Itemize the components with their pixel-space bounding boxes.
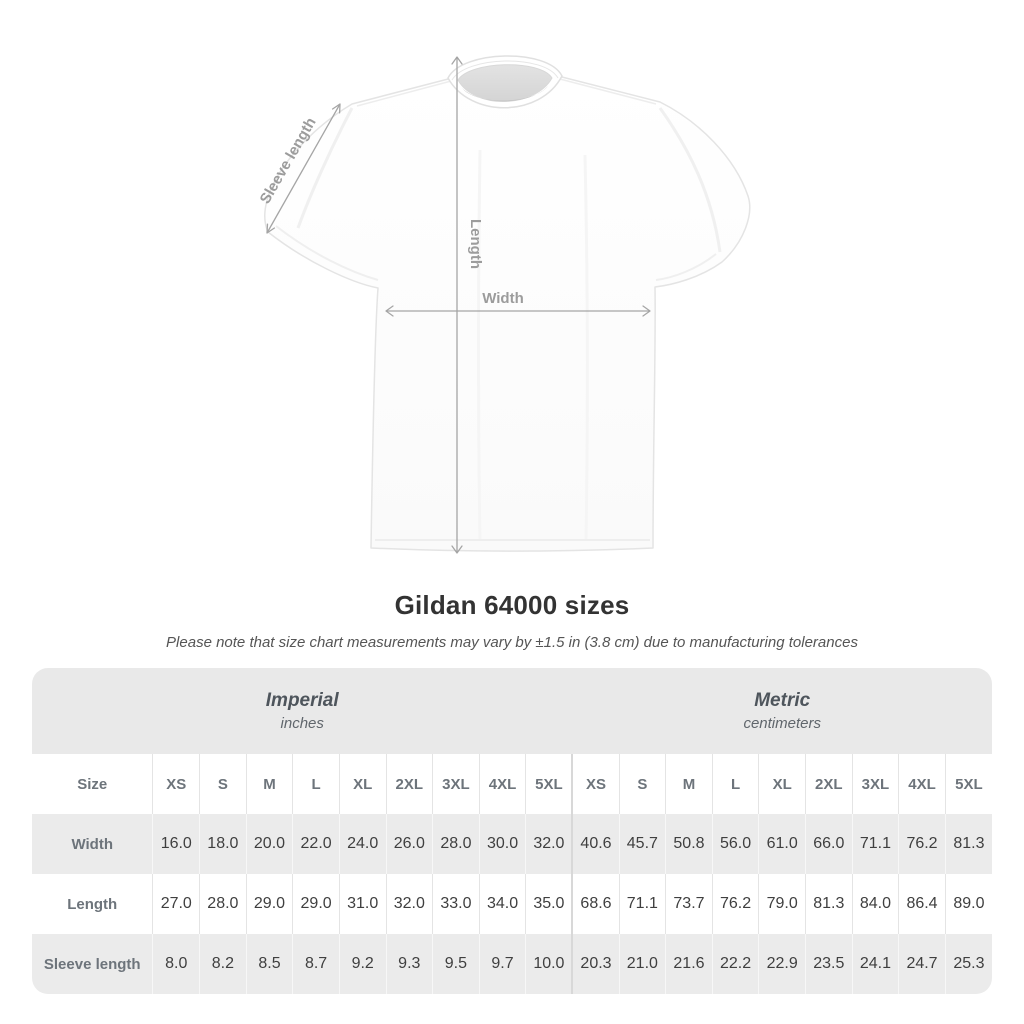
size-col-header: L	[712, 754, 759, 814]
value-cell: 76.2	[899, 814, 946, 874]
imperial-label: Imperial	[265, 690, 339, 712]
value-cell: 81.3	[805, 874, 852, 934]
value-cell: 81.3	[945, 814, 992, 874]
size-note: Please note that size chart measurements may vary by ±1.5 in (3.8 cm) due to manufacturing tolerances	[166, 634, 858, 651]
imperial-sublabel: inches	[280, 714, 324, 732]
page-title: Gildan 64000 sizes	[394, 590, 630, 620]
size-col-header: 2XL	[386, 754, 433, 814]
value-cell: 33.0	[433, 874, 480, 934]
value-cell: 50.8	[666, 814, 713, 874]
size-col-header: M	[246, 754, 293, 814]
value-cell: 24.0	[339, 814, 386, 874]
row-label: Width	[32, 814, 153, 874]
value-cell: 8.2	[200, 934, 247, 994]
size-col-header: XS	[572, 754, 619, 814]
size-col-header: 3XL	[433, 754, 480, 814]
value-cell: 16.0	[153, 814, 200, 874]
sleeve-length-label: Sleeve length	[256, 114, 320, 207]
metric-label: Metric	[754, 690, 811, 712]
value-cell: 29.0	[246, 874, 293, 934]
size-table-card	[32, 668, 992, 994]
value-cell: 24.1	[852, 934, 899, 994]
value-cell: 22.2	[712, 934, 759, 994]
value-cell: 9.5	[433, 934, 480, 994]
size-col-header: 2XL	[805, 754, 852, 814]
size-col-header: XS	[153, 754, 200, 814]
metric-sublabel: centimeters	[743, 714, 821, 732]
value-cell: 40.6	[572, 814, 619, 874]
size-col-header: S	[619, 754, 666, 814]
value-cell: 79.0	[759, 874, 806, 934]
value-cell: 30.0	[479, 814, 526, 874]
value-cell: 84.0	[852, 874, 899, 934]
size-col-header: XL	[759, 754, 806, 814]
value-cell: 23.5	[805, 934, 852, 994]
value-cell: 20.3	[572, 934, 619, 994]
value-cell: 34.0	[479, 874, 526, 934]
size-table	[32, 668, 992, 994]
table-row-width	[32, 814, 992, 874]
size-col-header: 3XL	[852, 754, 899, 814]
value-cell: 29.0	[293, 874, 340, 934]
value-cell: 22.9	[759, 934, 806, 994]
value-cell: 61.0	[759, 814, 806, 874]
value-cell: 22.0	[293, 814, 340, 874]
value-cell: 68.6	[572, 874, 619, 934]
value-cell: 21.6	[666, 934, 713, 994]
width-label: Width	[482, 290, 524, 307]
table-row-sleeve-length	[32, 934, 992, 994]
value-cell: 86.4	[899, 874, 946, 934]
size-col-header: XL	[339, 754, 386, 814]
value-cell: 35.0	[526, 874, 573, 934]
value-cell: 32.0	[526, 814, 573, 874]
value-cell: 8.7	[293, 934, 340, 994]
value-cell: 76.2	[712, 874, 759, 934]
value-cell: 21.0	[619, 934, 666, 994]
value-cell: 32.0	[386, 874, 433, 934]
size-header-row	[32, 754, 992, 814]
value-cell: 24.7	[899, 934, 946, 994]
size-corner-header: Size	[32, 754, 153, 814]
value-cell: 71.1	[619, 874, 666, 934]
value-cell: 28.0	[433, 814, 480, 874]
value-cell: 9.3	[386, 934, 433, 994]
value-cell: 66.0	[805, 814, 852, 874]
value-cell: 31.0	[339, 874, 386, 934]
size-col-header: M	[666, 754, 713, 814]
value-cell: 27.0	[153, 874, 200, 934]
metric-header	[572, 668, 992, 754]
size-col-header: 5XL	[945, 754, 992, 814]
row-label: Length	[32, 874, 153, 934]
value-cell: 73.7	[666, 874, 713, 934]
value-cell: 8.5	[246, 934, 293, 994]
unit-header-row	[32, 668, 992, 754]
size-col-header: S	[200, 754, 247, 814]
value-cell: 56.0	[712, 814, 759, 874]
value-cell: 71.1	[852, 814, 899, 874]
value-cell: 20.0	[246, 814, 293, 874]
length-label: Length	[467, 219, 484, 269]
size-col-header: 4XL	[899, 754, 946, 814]
size-col-header: 4XL	[479, 754, 526, 814]
value-cell: 10.0	[526, 934, 573, 994]
value-cell: 9.7	[479, 934, 526, 994]
value-cell: 25.3	[945, 934, 992, 994]
value-cell: 28.0	[200, 874, 247, 934]
table-row-length	[32, 874, 992, 934]
value-cell: 9.2	[339, 934, 386, 994]
value-cell: 45.7	[619, 814, 666, 874]
row-label: Sleeve length	[32, 934, 153, 994]
imperial-header	[32, 668, 572, 754]
size-col-header: L	[293, 754, 340, 814]
value-cell: 26.0	[386, 814, 433, 874]
value-cell: 8.0	[153, 934, 200, 994]
value-cell: 89.0	[945, 874, 992, 934]
value-cell: 18.0	[200, 814, 247, 874]
size-col-header: 5XL	[526, 754, 573, 814]
